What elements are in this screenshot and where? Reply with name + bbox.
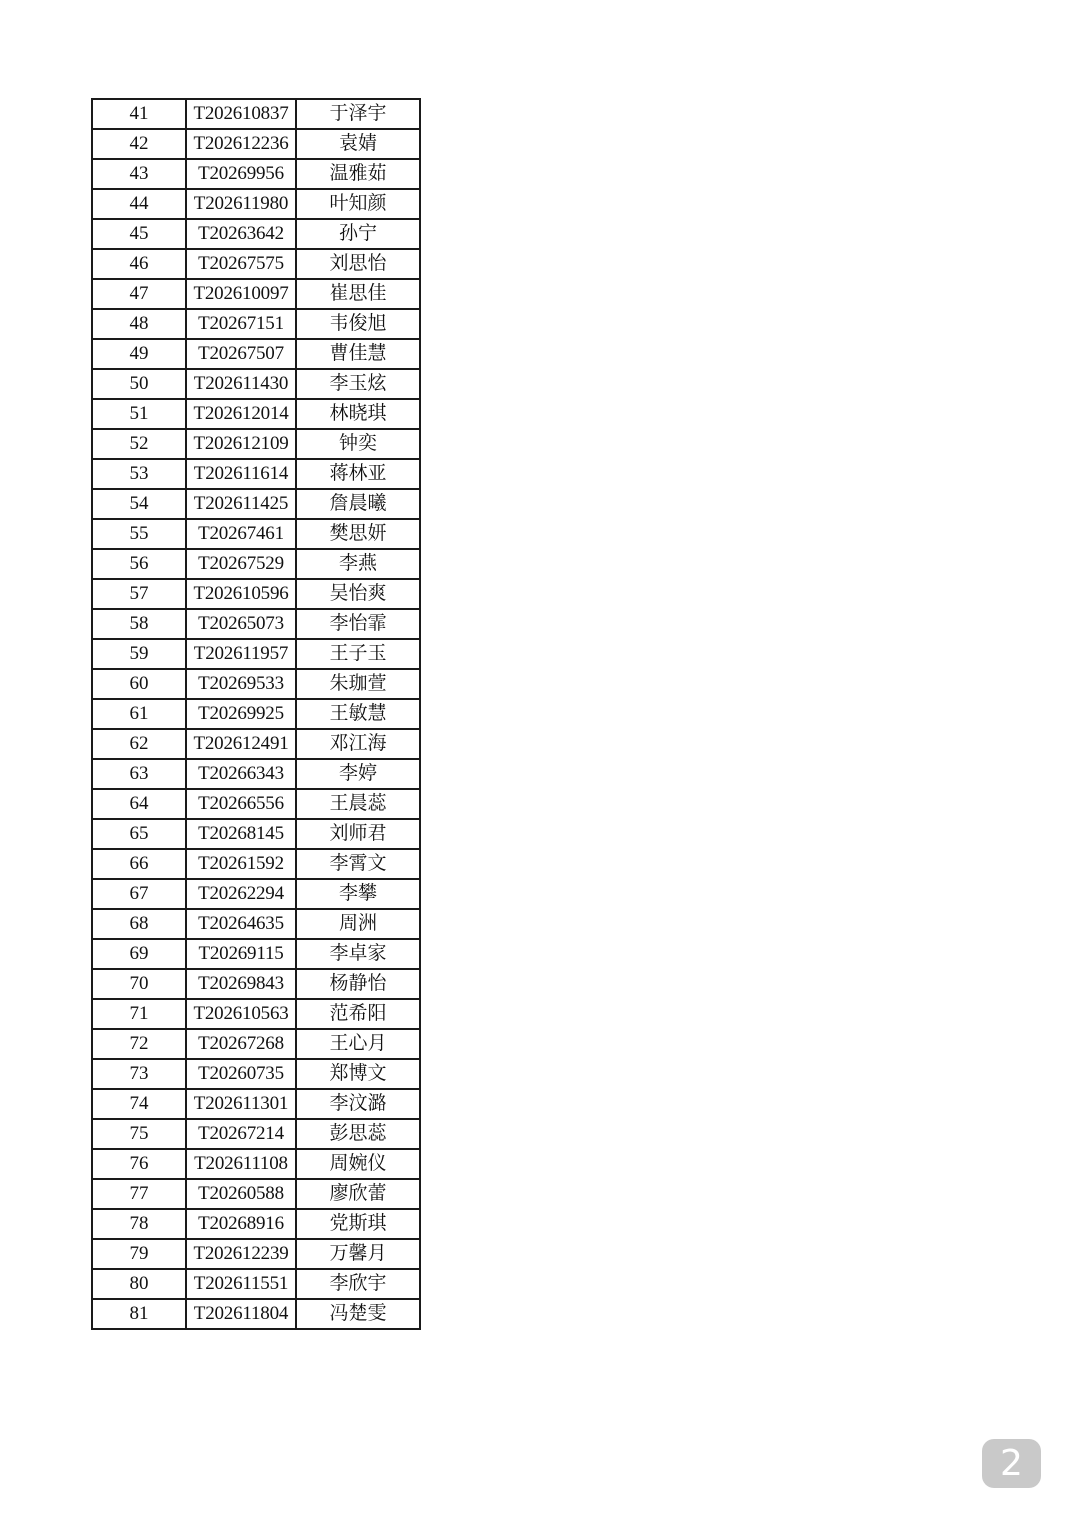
table-row	[92, 489, 420, 519]
row-name-cell: 彭思蕊	[296, 1119, 420, 1149]
row-id-cell: T202610596	[186, 579, 296, 609]
row-id-cell: T20265073	[186, 609, 296, 639]
row-name-cell: 王敏慧	[296, 699, 420, 729]
row-name-cell: 李霄文	[296, 849, 420, 879]
row-seq-cell: 47	[92, 279, 186, 309]
row-id-cell: T202611980	[186, 189, 296, 219]
row-seq-cell: 70	[92, 969, 186, 999]
table-row	[92, 1029, 420, 1059]
row-id-cell: T20264635	[186, 909, 296, 939]
row-seq-cell: 71	[92, 999, 186, 1029]
row-name-cell: 詹晨曦	[296, 489, 420, 519]
table-row	[92, 1059, 420, 1089]
row-name-cell: 袁婧	[296, 129, 420, 159]
row-id-cell: T202612239	[186, 1239, 296, 1269]
row-seq-cell: 62	[92, 729, 186, 759]
row-id-cell: T20267507	[186, 339, 296, 369]
table-row	[92, 1119, 420, 1149]
row-name-cell: 蒋林亚	[296, 459, 420, 489]
row-name-cell: 朱珈萱	[296, 669, 420, 699]
row-id-cell: T202612491	[186, 729, 296, 759]
row-name-cell: 廖欣蕾	[296, 1179, 420, 1209]
row-name-cell: 吴怡爽	[296, 579, 420, 609]
row-seq-cell: 43	[92, 159, 186, 189]
table-row	[92, 159, 420, 189]
table-row	[92, 759, 420, 789]
row-id-cell: T202611804	[186, 1299, 296, 1329]
row-id-cell: T20266343	[186, 759, 296, 789]
row-seq-cell: 55	[92, 519, 186, 549]
table-row	[92, 129, 420, 159]
row-name-cell: 杨静怡	[296, 969, 420, 999]
row-id-cell: T20263642	[186, 219, 296, 249]
table-row	[92, 999, 420, 1029]
row-id-cell: T20269956	[186, 159, 296, 189]
table-row	[92, 309, 420, 339]
row-name-cell: 孙宁	[296, 219, 420, 249]
row-name-cell: 周婉仪	[296, 1149, 420, 1179]
row-seq-cell: 75	[92, 1119, 186, 1149]
row-seq-cell: 65	[92, 819, 186, 849]
table-row	[92, 669, 420, 699]
row-seq-cell: 56	[92, 549, 186, 579]
table-row	[92, 819, 420, 849]
row-seq-cell: 57	[92, 579, 186, 609]
row-seq-cell: 46	[92, 249, 186, 279]
row-seq-cell: 60	[92, 669, 186, 699]
row-name-cell: 刘思怡	[296, 249, 420, 279]
row-id-cell: T202611551	[186, 1269, 296, 1299]
row-id-cell: T202611108	[186, 1149, 296, 1179]
row-name-cell: 冯楚雯	[296, 1299, 420, 1329]
row-seq-cell: 81	[92, 1299, 186, 1329]
table-row	[92, 429, 420, 459]
table-row	[92, 519, 420, 549]
row-name-cell: 周洲	[296, 909, 420, 939]
row-seq-cell: 76	[92, 1149, 186, 1179]
row-id-cell: T20267575	[186, 249, 296, 279]
row-seq-cell: 64	[92, 789, 186, 819]
row-id-cell: T202612109	[186, 429, 296, 459]
row-id-cell: T202611614	[186, 459, 296, 489]
table-row	[92, 849, 420, 879]
table-row	[92, 549, 420, 579]
row-id-cell: T20269843	[186, 969, 296, 999]
row-seq-cell: 80	[92, 1269, 186, 1299]
row-name-cell: 崔思佳	[296, 279, 420, 309]
row-id-cell: T20269925	[186, 699, 296, 729]
page-number-badge: 2	[982, 1439, 1041, 1488]
row-id-cell: T20266556	[186, 789, 296, 819]
row-name-cell: 万馨月	[296, 1239, 420, 1269]
table-row	[92, 459, 420, 489]
row-name-cell: 樊思妍	[296, 519, 420, 549]
row-seq-cell: 44	[92, 189, 186, 219]
row-id-cell: T20268145	[186, 819, 296, 849]
row-name-cell: 王子玉	[296, 639, 420, 669]
row-id-cell: T202612014	[186, 399, 296, 429]
table-row	[92, 249, 420, 279]
row-seq-cell: 50	[92, 369, 186, 399]
table-row	[92, 279, 420, 309]
row-seq-cell: 53	[92, 459, 186, 489]
table-row	[92, 1209, 420, 1239]
row-id-cell: T20267214	[186, 1119, 296, 1149]
row-seq-cell: 45	[92, 219, 186, 249]
row-name-cell: 党斯琪	[296, 1209, 420, 1239]
row-id-cell: T202612236	[186, 129, 296, 159]
row-id-cell: T20269115	[186, 939, 296, 969]
row-seq-cell: 51	[92, 399, 186, 429]
row-id-cell: T20260735	[186, 1059, 296, 1089]
row-id-cell: T202610837	[186, 99, 296, 129]
table-row	[92, 1239, 420, 1269]
row-name-cell: 李怡霏	[296, 609, 420, 639]
row-seq-cell: 61	[92, 699, 186, 729]
roster-table	[91, 98, 421, 1330]
row-id-cell: T20261592	[186, 849, 296, 879]
table-row	[92, 189, 420, 219]
table-row	[92, 1149, 420, 1179]
row-name-cell: 刘师君	[296, 819, 420, 849]
table-row	[92, 579, 420, 609]
row-seq-cell: 78	[92, 1209, 186, 1239]
row-id-cell: T202611301	[186, 1089, 296, 1119]
row-name-cell: 王晨蕊	[296, 789, 420, 819]
row-name-cell: 李欣宇	[296, 1269, 420, 1299]
table-row	[92, 219, 420, 249]
row-name-cell: 温雅茹	[296, 159, 420, 189]
row-seq-cell: 67	[92, 879, 186, 909]
row-seq-cell: 49	[92, 339, 186, 369]
row-id-cell: T20260588	[186, 1179, 296, 1209]
row-name-cell: 钟奕	[296, 429, 420, 459]
row-id-cell: T202610097	[186, 279, 296, 309]
row-seq-cell: 79	[92, 1239, 186, 1269]
table-row	[92, 369, 420, 399]
row-seq-cell: 69	[92, 939, 186, 969]
table-row	[92, 639, 420, 669]
row-name-cell: 韦俊旭	[296, 309, 420, 339]
row-name-cell: 王心月	[296, 1029, 420, 1059]
row-id-cell: T202611425	[186, 489, 296, 519]
row-seq-cell: 72	[92, 1029, 186, 1059]
row-seq-cell: 42	[92, 129, 186, 159]
row-id-cell: T202611430	[186, 369, 296, 399]
row-seq-cell: 41	[92, 99, 186, 129]
table-row	[92, 339, 420, 369]
table-row	[92, 969, 420, 999]
row-name-cell: 范希阳	[296, 999, 420, 1029]
table-row	[92, 939, 420, 969]
row-seq-cell: 73	[92, 1059, 186, 1089]
row-id-cell: T202611957	[186, 639, 296, 669]
table-row	[92, 99, 420, 129]
table-row	[92, 879, 420, 909]
row-name-cell: 李汶潞	[296, 1089, 420, 1119]
row-id-cell: T20267151	[186, 309, 296, 339]
row-seq-cell: 52	[92, 429, 186, 459]
table-row	[92, 1179, 420, 1209]
row-name-cell: 李卓家	[296, 939, 420, 969]
row-seq-cell: 68	[92, 909, 186, 939]
row-seq-cell: 54	[92, 489, 186, 519]
table-row	[92, 609, 420, 639]
row-seq-cell: 74	[92, 1089, 186, 1119]
row-name-cell: 李攀	[296, 879, 420, 909]
row-name-cell: 邓江海	[296, 729, 420, 759]
row-name-cell: 李燕	[296, 549, 420, 579]
row-seq-cell: 63	[92, 759, 186, 789]
row-seq-cell: 58	[92, 609, 186, 639]
row-name-cell: 李婷	[296, 759, 420, 789]
table-row	[92, 1269, 420, 1299]
row-id-cell: T20267268	[186, 1029, 296, 1059]
row-id-cell: T20262294	[186, 879, 296, 909]
table-row	[92, 909, 420, 939]
table-row	[92, 399, 420, 429]
table-row	[92, 789, 420, 819]
table-row	[92, 729, 420, 759]
roster-table-body	[92, 99, 420, 1329]
row-name-cell: 李玉炫	[296, 369, 420, 399]
row-id-cell: T20268916	[186, 1209, 296, 1239]
row-name-cell: 林晓琪	[296, 399, 420, 429]
row-name-cell: 叶知颜	[296, 189, 420, 219]
row-name-cell: 郑博文	[296, 1059, 420, 1089]
row-id-cell: T202610563	[186, 999, 296, 1029]
row-id-cell: T20269533	[186, 669, 296, 699]
row-name-cell: 曹佳慧	[296, 339, 420, 369]
row-seq-cell: 48	[92, 309, 186, 339]
row-id-cell: T20267529	[186, 549, 296, 579]
row-name-cell: 于泽宇	[296, 99, 420, 129]
table-row	[92, 1299, 420, 1329]
table-row	[92, 1089, 420, 1119]
table-row	[92, 699, 420, 729]
row-seq-cell: 59	[92, 639, 186, 669]
row-seq-cell: 77	[92, 1179, 186, 1209]
row-id-cell: T20267461	[186, 519, 296, 549]
row-seq-cell: 66	[92, 849, 186, 879]
